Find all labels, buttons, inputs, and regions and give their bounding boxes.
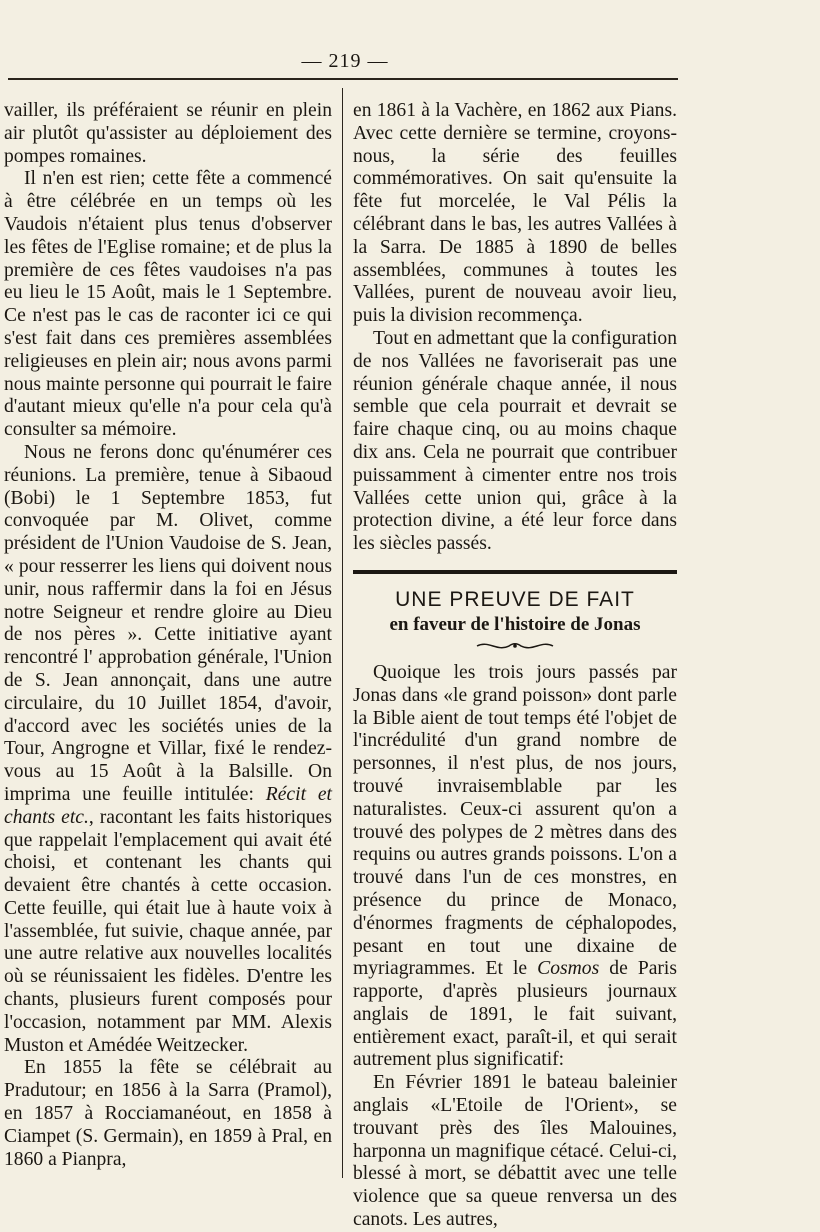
italic-title: Cosmos (537, 958, 600, 980)
text-run: , racontant les faits historiques que rappelait l'emplacement qui avait été choisi, et contenant les chants qui devaient être chantés à cette occasion. Cette feuille, qui était lue à haute voix à l'assemblée, fut suivie, chaque année, par une autre relative aux nouvelles localités où se réunissaient les fidèles. D'entre les chants, plusieurs furent composés pour l'occasion, notamment par MM. Alexis Muston et Amédée Weitzecker. (4, 806, 332, 1056)
paragraph: vailler, ils préféraient se réunir en plein air plutôt qu'assister au déploiement des pompes romaines. (4, 100, 332, 167)
paragraph (353, 662, 677, 1072)
paragraph: En Février 1891 le bateau baleinier anglais «L'Etoile de l'Orient», se trouvant près des îles Malouines, harponna un magnifique cétacé. Celui-ci, blessé à mort, se débattit avec une telle violence que sa queue renversa un des canots. Les autres, (353, 1072, 677, 1231)
text-run: de Paris rapporte, d'après plusieurs journaux anglais de 1891, le fait suivant, entièrement exact, paraît-il, et qui serait autrement plus significatif: (353, 958, 678, 1071)
paragraph: Tout en admettant que la configuration de nos Vallées ne favoriserait pas une réunion générale chaque année, il nous semble que cela pourrait et devrait se faire chaque cinq, ou au moins chaque dix ans. Cela ne pourrait que contribuer puissamment à cimenter entre nos trois Vallées cette union qui, grâce à la protection divine, a été leur force dans les siècles passés. (353, 327, 677, 555)
column-divider (342, 88, 343, 1178)
article-subtitle: en faveur de l'histoire de Jonas (389, 613, 641, 635)
page-number: — 219 — (301, 50, 389, 72)
paragraph: En 1855 la fête se célébrait au Pradutour; en 1856 à la Sarra (Pramol), en 1857 à Rocciamanéout, en 1858 à Ciampet (S. Germain), en 1859 à Pral, en 1860 a Pianpra, (4, 1057, 332, 1170)
left-column (4, 100, 332, 1171)
italic-title: Récit et chants etc. (4, 783, 333, 828)
section-divider (353, 570, 677, 574)
right-column (353, 100, 677, 1232)
paragraph: Il n'en est rien; cette fête a commencé à être célébrée en un temps où les Vaudois n'étaient plus tenus d'observer les fêtes de l'Eglise romaine; et de plus la première de ces fêtes vaudoises n'a pas eu lieu le 15 Août, mais le 1 Septembre. Ce n'est pas le cas de raconter ici ce qui s'est fait dans ces premières assemblées religieuses en plein air; nous avons parmi nous mainte personne qui pourrait le faire d'autant mieux qu'elle n'a pour cela qu'à consulter sa mémoire. (4, 168, 332, 441)
text-run: Quoique les trois jours passés par Jonas dans «le grand poisson» dont parle la Bible aient de tout temps été l'objet de l'incrédulité d'un grand nombre de personnes, il n'est plus, de nos jours, trouvé invraisemblable par les naturalistes. Ceux-ci assurent qu'on a trouvé des polypes de 2 mètres dans des requins ou autres grands poissons. L'on a trouvé dans l'un de ces monstres, en présence du prince de Monaco, d'énormes fragments de céphalopodes, pesant en tout une dixaine de myriagrammes. Et le (353, 661, 677, 980)
ornament-flourish (475, 640, 555, 652)
paragraph: en 1861 à la Vachère, en 1862 aux Pians. Avec cette dernière se termine, croyons-nous, la série des feuilles commémoratives. On sait qu'ensuite la fête fut morcelée, le Val Pélis la célébrant dans le bas, les autres Vallées à la Sarra. De 1885 à 1890 de belles assemblées, communes à toutes les Vallées, purent de nouveau avoir lieu, puis la division recommença. (353, 100, 677, 327)
text-run: Nous ne ferons donc qu'énumérer ces réunions. La première, tenue à Sibaoud (Bobi) le 1 Septembre 1853, fut convoquée par M. Olivet, comme président de l'Union Vaudoise de S. Jean, « pour resserrer les liens qui doivent nous unir, nous raffermir dans la foi en Jésus notre Seigneur et rendre gloire au Dieu de nos pères ». Cette initiative ayant rencontré l' approbation générale, l'Union de S. Jean annonçait, dans une autre circulaire, du 10 Juillet 1854, d'avoir, d'accord avec les sociétés unies de la Tour, Angrogne et Villar, fixé le rendez-vous au 15 Août à la Balsille. On imprima une feuille intitulée: (4, 441, 332, 805)
article-title: UNE PREUVE DE FAIT (395, 587, 635, 611)
header-rule (8, 78, 678, 80)
paragraph (4, 442, 332, 1058)
